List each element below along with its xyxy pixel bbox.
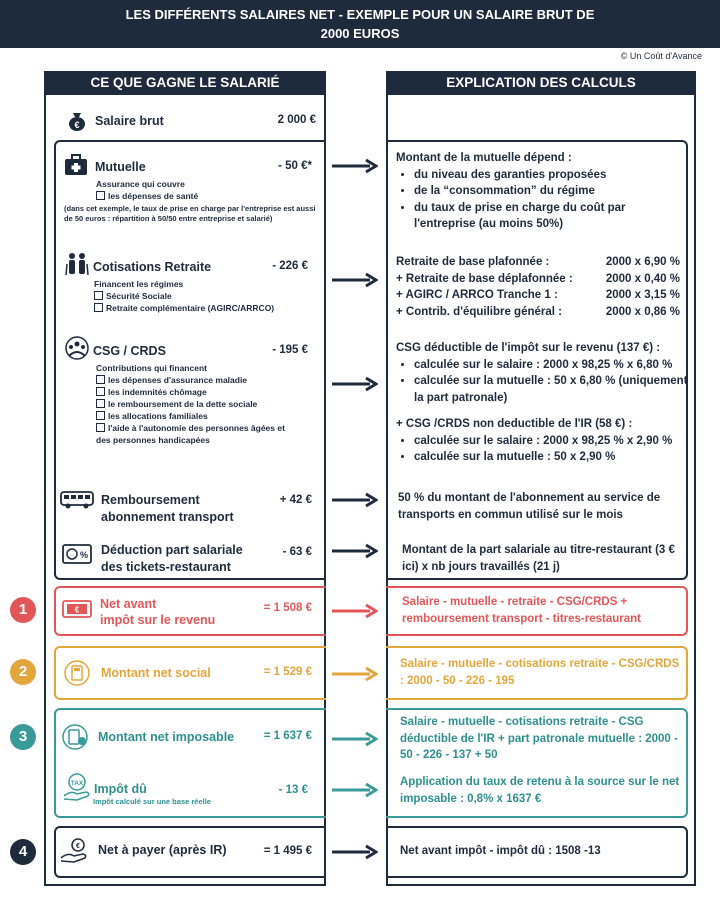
net-avant-amount: = 1 508 € <box>263 602 312 614</box>
checkbox-icon <box>94 303 103 312</box>
net-avant-label: Net avant impôt sur le revenu <box>100 597 216 627</box>
checkbox-icon <box>96 375 105 384</box>
bus-icon <box>60 490 94 515</box>
mutuelle-expl-item: • du niveau des garanties proposées <box>414 167 684 184</box>
salaire-brut-amount: 2 000 € <box>277 114 316 126</box>
net-social-label: Montant net social <box>101 666 211 680</box>
csg-amount: - 195 € <box>272 344 308 356</box>
transport-amount: + 42 € <box>279 494 312 506</box>
csg-expl-item: • calculée sur le salaire : 2000 x 98,25 % x 6,80 % <box>414 357 688 374</box>
csg-expl-item: • calculée sur la mutuelle : 50 x 2,90 % <box>414 449 688 466</box>
net-avant-explanation: Salaire - mutuelle - retraite - CSG/CRDS + remboursement transport - titres-restaurant <box>402 596 641 625</box>
tickets-label: Déduction part salariale des tickets-restaurant <box>101 543 243 574</box>
page-banner <box>0 0 720 48</box>
arrow-net-social-icon <box>332 666 378 687</box>
mutuelle-explanation <box>396 150 684 233</box>
tickets-amount: - 63 € <box>282 546 312 558</box>
retraite-row: + Retraite de base déplafonnée : 2000 x 0,40 % <box>396 272 680 285</box>
retraite-check: Sécurité Sociale <box>94 290 172 302</box>
mutuelle-expl-title: Montant de la mutuelle dépend : <box>396 152 572 164</box>
net-social-amount: = 1 529 € <box>263 666 312 678</box>
arrow-net-payer-icon <box>332 844 378 865</box>
net-imposable-amount: = 1 637 € <box>263 730 312 742</box>
arrow-impot-icon <box>332 782 378 803</box>
csg-expl-item: • calculée sur le salaire : 2000 x 98,25 % x 2,90 % <box>414 433 688 450</box>
mutuelle-note: (dans cet exemple, le taux de prise en charge par l'entreprise est aussi de 50 euros : répartition à 50/50 entre entreprise et salarié) <box>64 204 316 223</box>
csg-expl-item: • calculée sur la mutuelle : 50 x 6,80 % (uniquement la part patronale) <box>414 373 688 406</box>
left-column-header: CE QUE GAGNE LE SALARIÉ <box>44 71 326 95</box>
svg-text:€: € <box>76 843 80 850</box>
csg-check: le remboursement de la dette sociale <box>96 398 314 410</box>
svg-text:€: € <box>74 605 80 615</box>
checkbox-icon <box>96 399 105 408</box>
hand-coin-icon <box>60 838 90 869</box>
arrow-retraite-icon <box>332 272 378 293</box>
calculator-coins-icon <box>62 724 90 755</box>
mutuelle-label: Mutuelle <box>95 160 146 174</box>
arrow-net-imposable-icon <box>332 731 378 752</box>
mutuelle-sub: Assurance qui couvre <box>96 179 185 189</box>
money-bag-icon <box>66 110 88 137</box>
people-circle-icon <box>64 336 90 365</box>
impot-explanation: Application du taux de retenu à la source sur le net imposable : 0,8% x 1637 € <box>400 776 680 805</box>
svg-text:TAX: TAX <box>70 780 84 787</box>
retraite-row: + Contrib. d'équilibre général : 2000 x 0,86 % <box>396 305 680 318</box>
checkbox-icon <box>94 291 103 300</box>
banknote-icon <box>62 598 92 625</box>
retraite-row: Retraite de base plafonnée : 2000 x 6,90 % <box>396 256 680 268</box>
net-payer-amount: = 1 495 € <box>263 845 312 857</box>
csg-label: CSG / CRDS <box>93 344 166 358</box>
mutuelle-amount: - 50 €* <box>278 160 312 172</box>
tickets-explanation: Montant de la part salariale au titre-restaurant (3 € ici) x nb jours travaillés (21 j) <box>402 544 675 573</box>
csg-check: les allocations familiales <box>96 410 314 422</box>
banner-line-2: 2000 EUROS <box>320 26 400 41</box>
svg-text:€: € <box>74 120 80 130</box>
checkbox-icon <box>96 387 105 396</box>
impot-amount: - 13 € <box>278 784 308 796</box>
arrow-transport-icon <box>332 492 378 513</box>
csg-expl-title-2: + CSG /CRDS non deductible de l'IR (58 €) : <box>396 418 633 430</box>
csg-expl-title-1: CSG déductible de l'impôt sur le revenu (137 €) : <box>396 342 661 354</box>
checkbox-icon <box>96 411 105 420</box>
checkbox-icon <box>96 191 105 200</box>
csg-check: les indemnités chômage <box>96 386 314 398</box>
net-imposable-explanation: Salaire - mutuelle - cotisations retraite - CSG déductible de l'IR + part patronale mutuelle : 2000 - 50 - 226 - 137 + 50 <box>400 716 678 761</box>
step-number-4: 4 <box>10 839 36 865</box>
mutuelle-expl-item: • du taux de prise en charge du coût par l'entreprise (au moins 50%) <box>414 200 684 233</box>
transport-label: Remboursement abonnement transport <box>101 493 234 524</box>
step-number-3: 3 <box>10 724 36 750</box>
arrow-net-avant-icon <box>332 603 378 624</box>
retraite-amount: - 226 € <box>272 260 308 272</box>
net-payer-label: Net à payer (après IR) <box>98 843 227 857</box>
net-payer-explanation: Net avant impôt - impôt dû : 1508 -13 <box>400 845 601 857</box>
retraite-label: Cotisations Retraite <box>93 260 212 274</box>
salaire-brut-label: Salaire brut <box>95 114 164 128</box>
banner-line-1: LES DIFFÉRENTS SALAIRES NET - EXEMPLE POUR UN SALAIRE BRUT DE <box>125 7 595 22</box>
arrow-mutuelle-icon <box>332 158 378 179</box>
retraite-sub: Financent les régimes <box>94 279 184 289</box>
transport-explanation: 50 % du montant de l'abonnement au service de transports en commun utilisé sur le mois <box>398 492 661 521</box>
step-number-2: 2 <box>10 659 36 685</box>
box-gap <box>326 140 386 580</box>
arrow-csg-icon <box>332 376 378 397</box>
tax-hand-icon <box>62 772 92 807</box>
step-number-1: 1 <box>10 597 36 623</box>
retraite-check: Retraite complémentaire (AGIRC/ARRCO) <box>94 302 274 314</box>
impot-label: Impôt dû <box>94 782 147 796</box>
csg-check: l'aide à l'autonomie des personnes âgées et des personnes handicapées <box>96 423 285 445</box>
csg-checks <box>96 374 314 422</box>
csg-check: les dépenses d'assurance maladie <box>96 374 314 386</box>
meal-ticket-icon <box>62 542 92 571</box>
checkbox-icon <box>96 423 105 432</box>
retraite-row: + AGIRC / ARRCO Tranche 1 : 2000 x 3,15 % <box>396 289 680 301</box>
arrow-tickets-icon <box>332 543 378 564</box>
impot-sub: Impôt calculé sur une base réelle <box>93 797 211 806</box>
csg-explanation <box>396 340 688 466</box>
calculator-circle-icon <box>64 660 90 691</box>
net-imposable-label: Montant net imposable <box>98 730 235 744</box>
retraite-explanation <box>396 254 686 320</box>
net-social-explanation: Salaire - mutuelle - cotisations retraite - CSG/CRDS : 2000 - 50 - 226 - 195 <box>400 658 680 687</box>
mutuelle-check: les dépenses de santé <box>96 190 198 202</box>
medical-kit-icon <box>64 154 88 181</box>
svg-text:%: % <box>79 550 89 560</box>
credit: © Un Coût d'Avance <box>620 51 702 61</box>
mutuelle-expl-item: • de la “consommation” du régime <box>414 183 684 200</box>
csg-sub: Contributions qui financent <box>96 363 207 373</box>
right-column-header: EXPLICATION DES CALCULS <box>386 71 696 95</box>
elderly-couple-icon <box>64 252 90 281</box>
